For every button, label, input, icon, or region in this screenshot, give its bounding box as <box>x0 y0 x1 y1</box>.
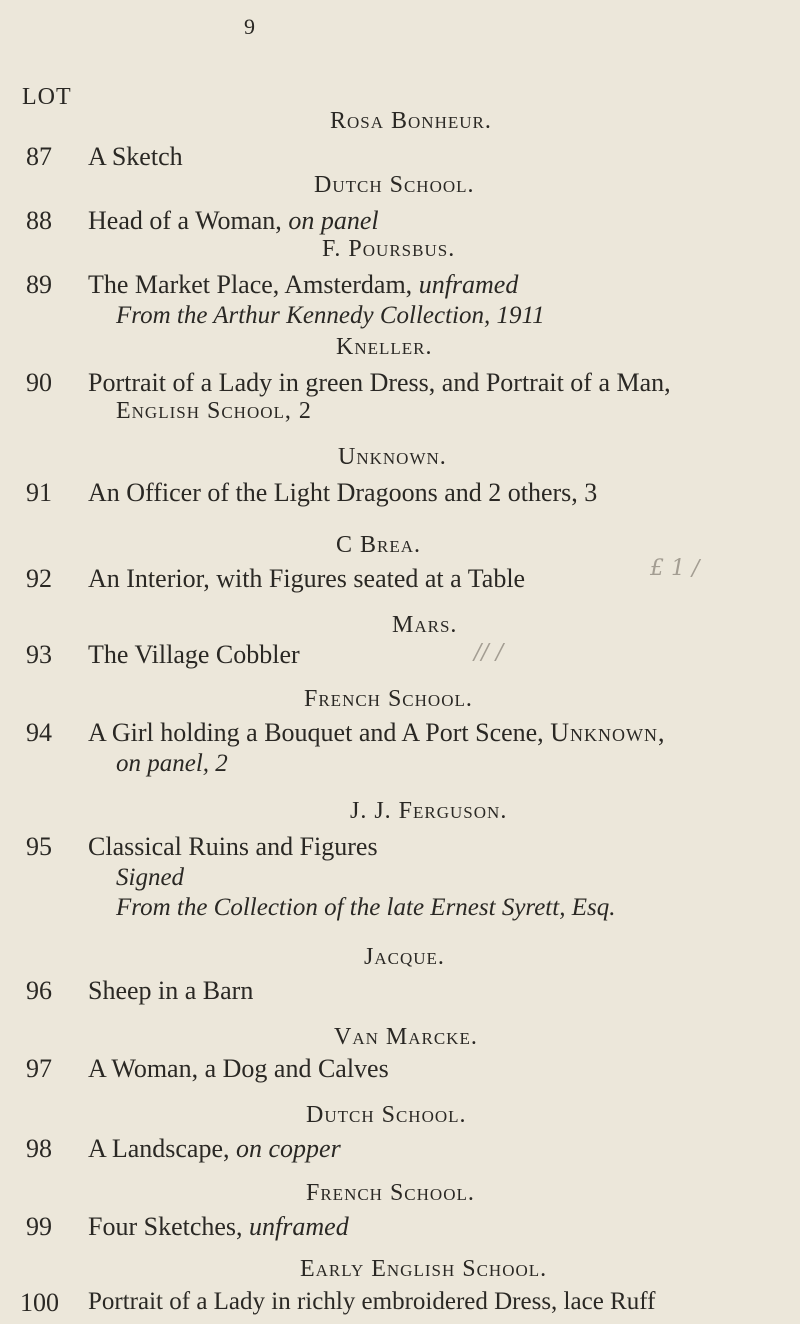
artist-heading: Kneller. <box>336 334 433 360</box>
lot-title: The Market Place, Amsterdam, unframed <box>88 270 519 299</box>
lot-number: 92 <box>26 564 52 593</box>
lot-number: 91 <box>26 478 52 507</box>
artist-heading: Early English School. <box>300 1256 548 1282</box>
lot-number: 89 <box>26 270 52 299</box>
lot-number: 94 <box>26 718 52 747</box>
artist-heading: Van Marcke. <box>334 1024 478 1050</box>
lot-number: 98 <box>26 1134 52 1163</box>
handwritten-annotation: ∕∕ ∕ <box>474 640 504 665</box>
lot-title: A Girl holding a Bouquet and A Port Scene, Unknown, <box>88 718 666 747</box>
lot-title: A Sketch <box>88 142 183 171</box>
artist-heading: French School. <box>306 1180 475 1206</box>
lot-number: 96 <box>26 976 52 1005</box>
lot-number: 87 <box>26 142 52 171</box>
lot-title: Classical Ruins and Figures <box>88 832 378 861</box>
lot-title: An Interior, with Figures seated at a Table <box>88 564 526 593</box>
lot-number: 95 <box>26 832 52 861</box>
lot-number: 90 <box>26 368 52 397</box>
provenance-note: From the Arthur Kennedy Collection, 1911 <box>116 302 545 329</box>
lot-title: Head of a Woman, on panel <box>88 206 379 235</box>
artist-heading: Rosa Bonheur. <box>330 108 492 134</box>
lot-title-continued: on panel, 2 <box>116 750 228 777</box>
lot-title: Portrait of a Lady in richly embroidered Dress, lace Ruff <box>88 1288 656 1315</box>
artist-heading: J. J. Ferguson. <box>350 798 508 824</box>
lot-number: 100 <box>20 1288 59 1317</box>
lot-title: Sheep in a Barn <box>88 976 254 1005</box>
lot-number: 93 <box>26 640 52 669</box>
lot-title: An Officer of the Light Dragoons and 2 others, 3 <box>88 478 598 507</box>
artist-heading: Unknown. <box>338 444 447 470</box>
lot-title: A Woman, a Dog and Calves <box>88 1054 389 1083</box>
artist-heading: French School. <box>304 686 473 712</box>
lot-title: Four Sketches, unframed <box>88 1212 349 1241</box>
page-number: 9 <box>244 14 255 39</box>
lot-number: 99 <box>26 1212 52 1241</box>
artist-heading: F. Poursbus. <box>322 236 456 262</box>
lot-number: 88 <box>26 206 52 235</box>
lot-title: A Landscape, on copper <box>88 1134 341 1163</box>
lot-number: 97 <box>26 1054 52 1083</box>
signed-note: Signed <box>116 864 185 891</box>
lot-title: The Village Cobbler <box>88 640 300 669</box>
lot-title: Portrait of a Lady in green Dress, and Portrait of a Man, <box>88 368 671 397</box>
artist-heading: Jacque. <box>364 944 445 970</box>
artist-heading: C Brea. <box>336 532 422 558</box>
artist-heading: Dutch School. <box>314 172 475 198</box>
lot-column-header: LOT <box>22 84 72 110</box>
provenance-note: From the Collection of the late Ernest Syrett, Esq. <box>116 894 616 921</box>
handwritten-annotation: £ 1 ∕ <box>650 556 700 581</box>
artist-heading: Mars. <box>392 612 458 638</box>
artist-heading: Dutch School. <box>306 1102 467 1128</box>
lot-title-continued: English School, 2 <box>116 398 312 424</box>
